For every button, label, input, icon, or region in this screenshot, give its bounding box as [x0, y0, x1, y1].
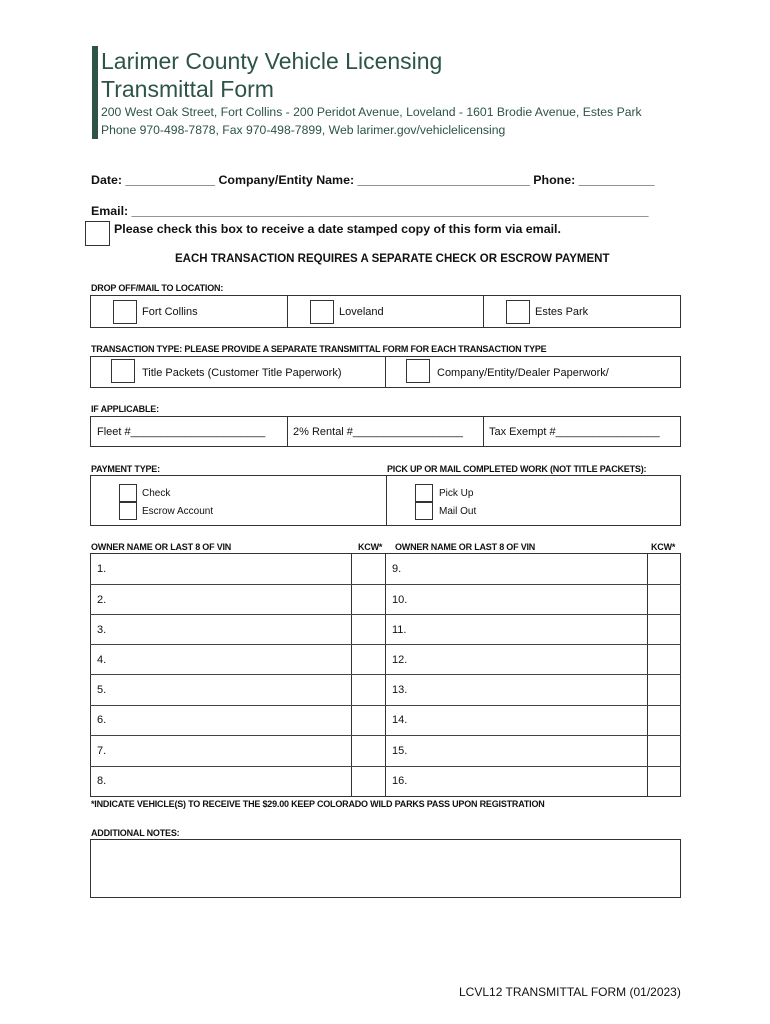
title-packets-label: Title Packets (Customer Title Paperwork): [142, 367, 342, 379]
owner-row-13[interactable]: 13.: [392, 684, 408, 696]
row-divider: [90, 705, 681, 706]
owner-row-8[interactable]: 8.: [97, 775, 107, 787]
fort-collins-label: Fort Collins: [142, 306, 198, 318]
owner-row-9[interactable]: 9.: [392, 563, 402, 575]
mail-out-checkbox[interactable]: [415, 502, 433, 520]
estes-park-label: Estes Park: [535, 306, 589, 318]
estes-park-checkbox[interactable]: [506, 300, 530, 324]
pickup-heading: PICK UP OR MAIL COMPLETED WORK (NOT TITLE PACKETS):: [387, 464, 647, 474]
owner-row-16[interactable]: 16.: [392, 775, 408, 787]
owner-row-2[interactable]: 2.: [97, 594, 107, 606]
location-divider-2: [483, 295, 484, 328]
transaction-divider: [385, 356, 386, 388]
transaction-heading: TRANSACTION TYPE: PLEASE PROVIDE A SEPARATE TRANSMITTAL FORM FOR EACH TRANSACTION TYPE: [91, 344, 547, 354]
title-packets-checkbox[interactable]: [111, 359, 135, 383]
loveland-label: Loveland: [339, 306, 384, 318]
kcw-footnote: *INDICATE VEHICLE(S) TO RECEIVE THE $29.00 KEEP COLORADO WILD PARKS PASS UPON REGISTRATION: [91, 799, 545, 809]
owner-row-7[interactable]: 7.: [97, 745, 107, 757]
row-divider: [90, 674, 681, 675]
escrow-payment-label: Escrow Account: [142, 506, 214, 517]
owner-row-10[interactable]: 10.: [392, 594, 408, 606]
header-accent-bar: [92, 46, 98, 139]
escrow-payment-checkbox[interactable]: [119, 502, 137, 520]
title-line-2: Transmittal Form: [101, 76, 274, 102]
pick-up-checkbox[interactable]: [415, 484, 433, 502]
payment-pickup-divider: [386, 475, 387, 526]
email-line: Email: ___________________________________________________________________________: [91, 204, 649, 218]
owner-row-3[interactable]: 3.: [97, 624, 107, 636]
kcw-heading-left: KCW*: [358, 542, 383, 552]
loveland-checkbox[interactable]: [310, 300, 334, 324]
fort-collins-checkbox[interactable]: [113, 300, 137, 324]
owner-row-5[interactable]: 5.: [97, 684, 107, 696]
owner-heading-left: OWNER NAME OR LAST 8 OF VIN: [91, 542, 232, 552]
row-divider: [90, 766, 681, 767]
location-heading: DROP OFF/MAIL TO LOCATION:: [91, 283, 224, 293]
location-divider-1: [287, 295, 288, 328]
check-payment-label: Check: [142, 488, 171, 499]
applicable-heading: IF APPLICABLE:: [91, 404, 159, 414]
row-divider: [90, 644, 681, 645]
email-copy-label: Please check this box to receive a date stamped copy of this form via email.: [114, 222, 561, 236]
applicable-divider-1: [287, 416, 288, 447]
owner-heading-right: OWNER NAME OR LAST 8 OF VIN: [395, 542, 536, 552]
owner-row-12[interactable]: 12.: [392, 654, 408, 666]
additional-notes-field[interactable]: [90, 839, 681, 898]
form-title: [101, 47, 442, 103]
separate-payment-notice: EACH TRANSACTION REQUIRES A SEPARATE CHECK OR ESCROW PAYMENT: [175, 253, 610, 265]
tax-exempt-number-field[interactable]: Tax Exempt #_________________: [489, 426, 660, 438]
pick-up-label: Pick Up: [439, 488, 474, 499]
form-id: LCVL12 TRANSMITTAL FORM (01/2023): [459, 985, 681, 999]
row-divider: [90, 735, 681, 736]
owner-row-1[interactable]: 1.: [97, 563, 107, 575]
owner-row-15[interactable]: 15.: [392, 745, 408, 757]
owner-row-11[interactable]: 11.: [392, 624, 407, 636]
dealer-paperwork-label: Company/Entity/Dealer Paperwork/: [437, 367, 609, 379]
email-copy-checkbox[interactable]: [85, 221, 110, 246]
date-company-phone-line: Date: _____________ Company/Entity Name: _________________________ Phone: ___________: [91, 173, 655, 187]
mail-out-label: Mail Out: [439, 506, 477, 517]
applicable-divider-2: [483, 416, 484, 447]
contact-info: Phone 970-498-7878, Fax 970-498-7899, Web larimer.gov/vehiclelicensing: [101, 123, 506, 137]
dealer-paperwork-checkbox[interactable]: [406, 359, 430, 383]
fleet-number-field[interactable]: Fleet #______________________: [97, 426, 266, 438]
rental-number-field[interactable]: 2% Rental #__________________: [293, 426, 464, 438]
title-line-1: Larimer County Vehicle Licensing: [101, 48, 443, 74]
row-divider: [90, 584, 681, 585]
owner-row-4[interactable]: 4.: [97, 654, 107, 666]
row-divider: [90, 614, 681, 615]
kcw-left-divider: [351, 553, 352, 797]
kcw-heading-right: KCW*: [651, 542, 676, 552]
owner-row-6[interactable]: 6.: [97, 714, 107, 726]
kcw-right-divider: [647, 553, 648, 797]
payment-heading: PAYMENT TYPE:: [91, 464, 160, 474]
owner-row-14[interactable]: 14.: [392, 714, 408, 726]
notes-heading: ADDITIONAL NOTES:: [91, 828, 180, 838]
middle-divider: [385, 553, 386, 797]
office-addresses: 200 West Oak Street, Fort Collins - 200 Peridot Avenue, Loveland - 1601 Brodie Avenue, Estes Park: [101, 105, 642, 119]
check-payment-checkbox[interactable]: [119, 484, 137, 502]
